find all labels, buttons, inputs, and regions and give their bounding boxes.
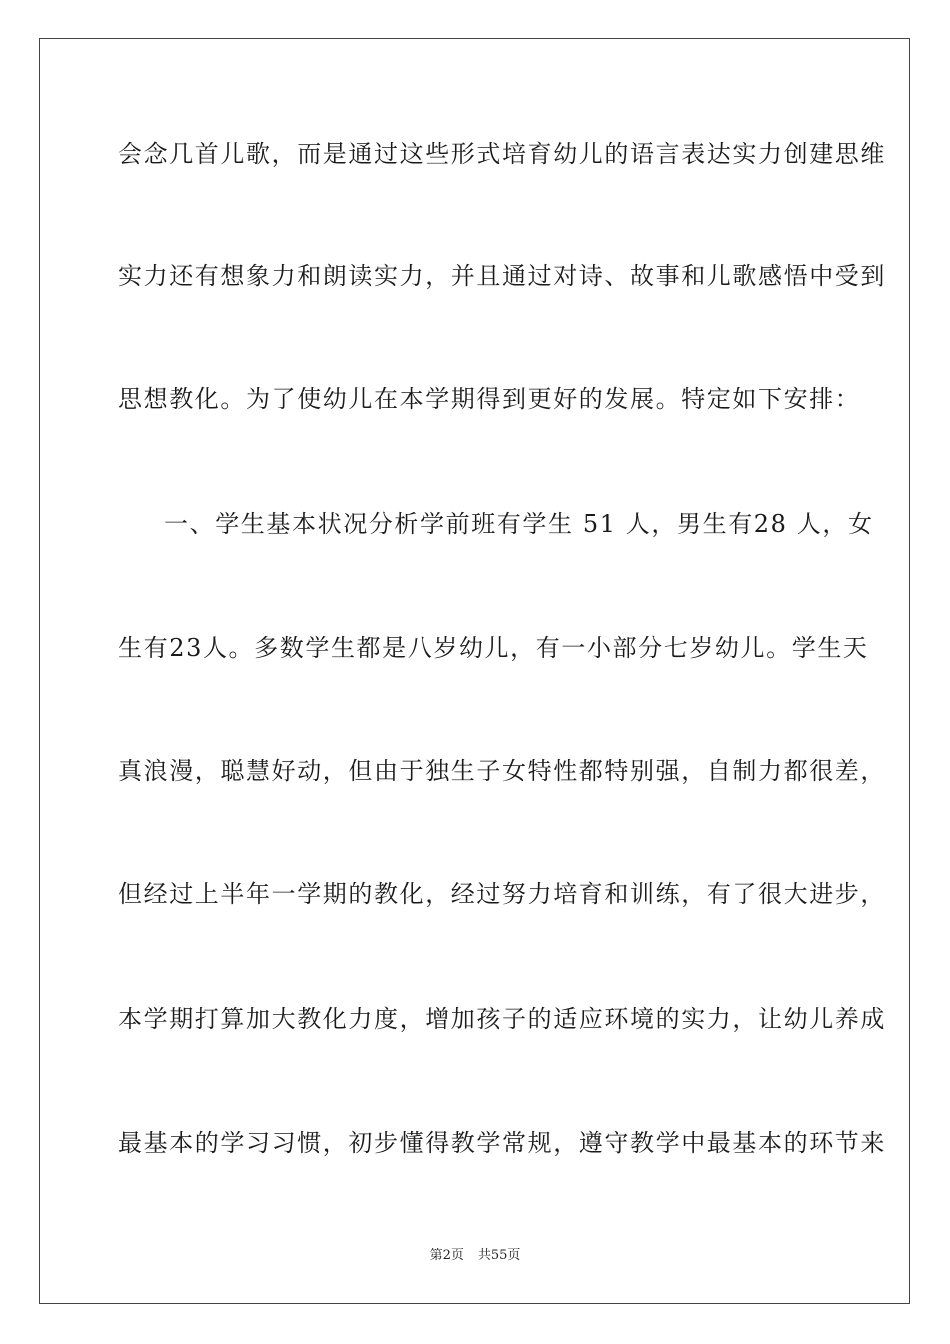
page-total: 共55页 — [477, 1248, 521, 1263]
body-text-line-5: 生有23人。多数学生都是八岁幼儿，有一小部分七岁幼儿。学生天 — [118, 634, 869, 662]
body-text-line-4: 一、学生基本状况分析学前班有学生 51 人，男生有28 人，女 — [164, 510, 874, 538]
body-text-line-9: 最基本的学习习惯，初步懂得教学常规，遵守教学中最基本的环节来 — [118, 1129, 886, 1157]
page-frame — [39, 38, 910, 1304]
page-footer — [0, 1247, 950, 1265]
body-text-line-7: 但经过上半年一学期的教化，经过努力培育和训练，有了很大进步， — [118, 880, 886, 908]
body-text-line-6: 真浪漫，聪慧好动，但由于独生子女特性都特别强，自制力都很差， — [118, 757, 886, 785]
page-number: 第2页 — [429, 1248, 464, 1263]
body-text-line-1: 会念几首儿歌，而是通过这些形式培育幼儿的语言表达实力创建思维 — [118, 140, 886, 168]
body-text-line-2: 实力还有想象力和朗读实力，并且通过对诗、故事和儿歌感悟中受到 — [118, 262, 886, 290]
body-text-line-3: 思想教化。为了使幼儿在本学期得到更好的发展。特定如下安排： — [118, 385, 861, 413]
body-text-line-8: 本学期打算加大教化力度，增加孩子的适应环境的实力，让幼儿养成 — [118, 1005, 886, 1033]
